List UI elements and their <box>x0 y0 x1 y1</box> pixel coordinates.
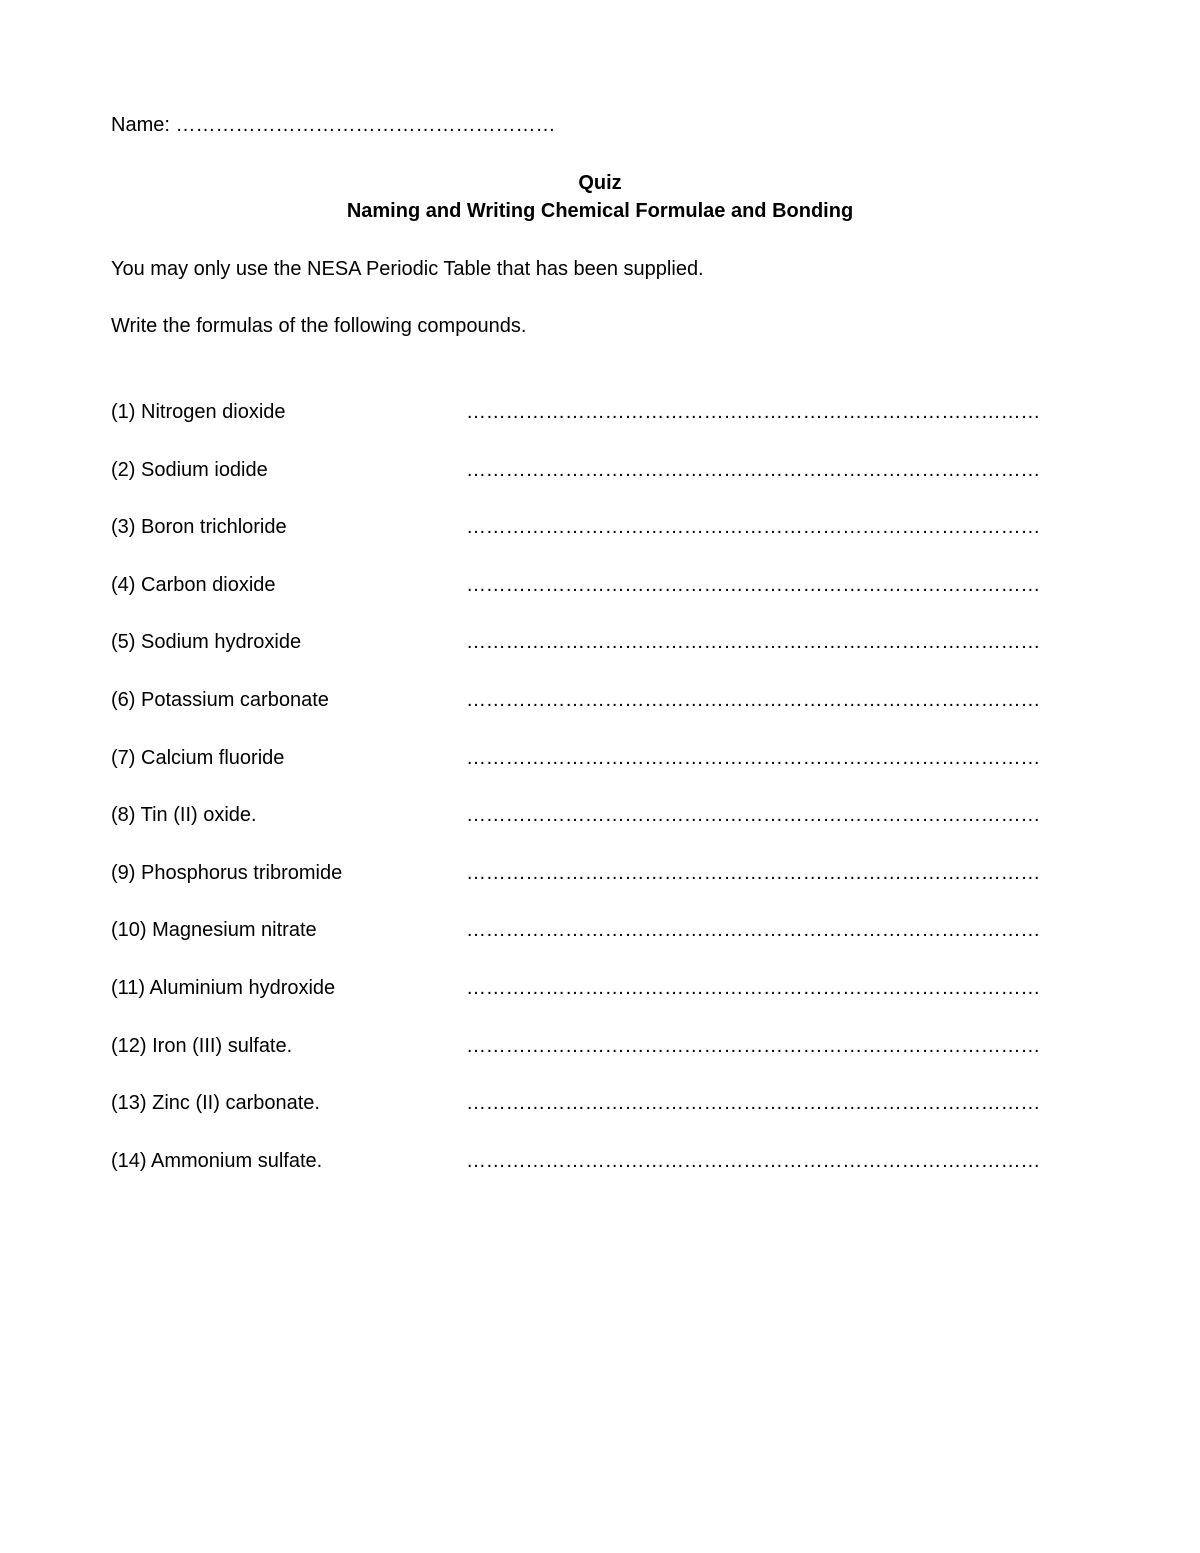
instruction-periodic-table: You may only use the NESA Periodic Table that has been supplied. <box>111 258 704 280</box>
answer-line[interactable]: …………………………………………………………………………… <box>466 458 1041 481</box>
question-row <box>111 746 1041 805</box>
answer-line[interactable]: …………………………………………………………………………… <box>466 919 1041 942</box>
question-row <box>111 976 1041 1035</box>
question-row <box>111 631 1041 689</box>
question-label: (1) Nitrogen dioxide <box>111 401 286 423</box>
question-label: (7) Calcium fluoride <box>111 746 285 769</box>
question-list <box>111 401 1041 1207</box>
answer-line[interactable]: …………………………………………………………………………… <box>466 1034 1041 1057</box>
question-row <box>111 401 1041 459</box>
page-subtitle: Naming and Writing Chemical Formulae and Bonding <box>346 200 854 222</box>
answer-line[interactable]: …………………………………………………………………………… <box>466 746 1041 769</box>
question-label: (6) Potassium carbonate <box>111 688 329 711</box>
question-row <box>111 458 1041 517</box>
answer-line[interactable]: …………………………………………………………………………… <box>466 976 1041 999</box>
answer-line[interactable]: …………………………………………………………………………… <box>466 688 1041 711</box>
question-label: (8) Tin (II) oxide. <box>111 804 257 827</box>
question-label: (9) Phosphorus tribromide <box>111 861 343 884</box>
answer-line[interactable]: …………………………………………………………………………… <box>466 516 1041 539</box>
answer-line[interactable]: …………………………………………………………………………… <box>466 861 1041 884</box>
question-row <box>111 573 1041 632</box>
page-title: Quiz <box>578 172 622 194</box>
question-label: (5) Sodium hydroxide <box>111 631 302 654</box>
question-label: (14) Ammonium sulfate. <box>111 1149 323 1172</box>
question-label: (11) Aluminium hydroxide <box>111 976 336 999</box>
question-label: (10) Magnesium nitrate <box>111 919 317 942</box>
answer-line[interactable]: …………………………………………………………………………… <box>466 573 1041 596</box>
answer-line[interactable]: …………………………………………………………………………… <box>466 1092 1041 1115</box>
question-label: (3) Boron trichloride <box>111 516 287 539</box>
answer-line[interactable]: …………………………………………………………………………… <box>466 401 1041 423</box>
question-row <box>111 861 1041 920</box>
question-label: (13) Zinc (II) carbonate. <box>111 1092 320 1115</box>
question-row <box>111 1092 1041 1150</box>
question-row <box>111 804 1041 862</box>
question-label: (12) Iron (III) sulfate. <box>111 1034 293 1057</box>
answer-line[interactable]: …………………………………………………………………………… <box>466 804 1041 827</box>
instruction-write-formulas: Write the formulas of the following compounds. <box>111 315 527 337</box>
name-field[interactable]: Name: ………………………………………………… <box>111 114 556 136</box>
question-label: (2) Sodium iodide <box>111 458 268 481</box>
question-row <box>111 1149 1041 1208</box>
answer-line[interactable]: …………………………………………………………………………… <box>466 631 1041 654</box>
question-row <box>111 1034 1041 1093</box>
question-row <box>111 516 1041 574</box>
question-row <box>111 919 1041 977</box>
question-label: (4) Carbon dioxide <box>111 573 276 596</box>
answer-line[interactable]: …………………………………………………………………………… <box>466 1149 1041 1172</box>
question-row <box>111 688 1041 747</box>
